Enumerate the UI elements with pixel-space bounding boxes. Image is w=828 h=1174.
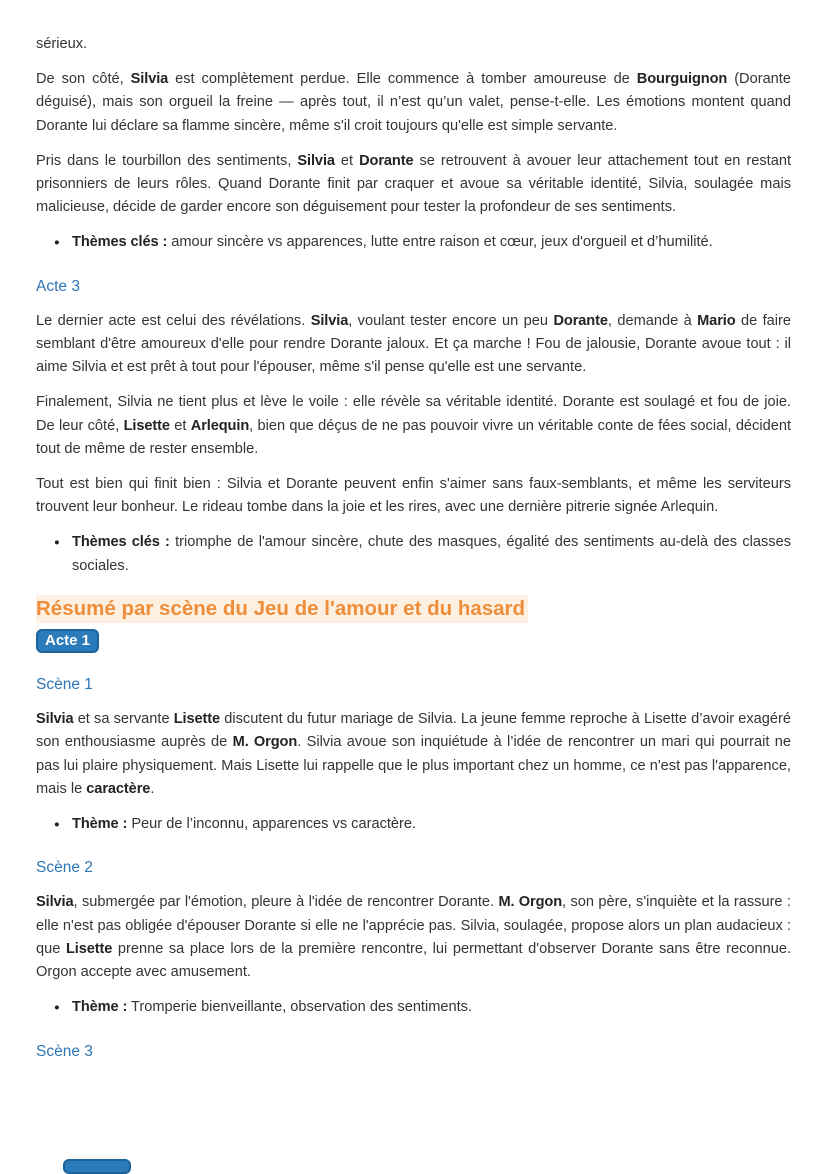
bold-text: Lisette: [123, 417, 170, 434]
bold-text: Thèmes clés :: [72, 234, 168, 251]
bold-text: Silvia: [130, 71, 169, 88]
bold-text: Lisette: [173, 711, 221, 728]
text-run: prenne sa place lors de la première rencontre, lui permettant d'observer Dorante sans être reconnue. Orgon accepte avec amusement.: [36, 940, 791, 981]
text-run: , demande à: [607, 312, 698, 329]
heading-acte-3: Acte 3: [36, 277, 80, 295]
heading-scene-3: Scène 3: [36, 1042, 93, 1060]
text-run: Peur de l’inconnu, apparences vs caractère.: [127, 816, 417, 833]
text-run: .: [150, 780, 155, 797]
text-run: , voulant tester encore un peu: [348, 312, 554, 329]
bold-text: Thème :: [72, 816, 128, 833]
text-run: De son côté,: [36, 71, 131, 88]
bullet-dot-icon: ●: [54, 237, 60, 249]
text-run: . Silvia avoue son inquiétude à l’idée de rencontrer un mari qui pourrait ne pas lui plaire physiquement. Mais Lisette lui rappelle que le plus important chez un homme, ce n'est pas l'apparence, mais le: [36, 734, 791, 797]
text-run: est complètement perdue. Elle commence à tomber amoureuse de: [168, 71, 637, 88]
bold-text: Dorante: [359, 152, 414, 169]
text-run: de faire semblant d'être amoureux d'elle pour rendre Dorante jaloux. Et ça marche ! Fou de jalousie, Dorante avoue tout : il aime Silvia et est prêt à tout pour l'épouser, même s'il pense qu'elle est une servante.: [36, 312, 791, 376]
badge-row: [36, 629, 791, 653]
text-run: et: [334, 152, 360, 169]
paragraph: [36, 310, 791, 380]
paragraph: [36, 473, 791, 519]
bold-text: Silvia: [310, 312, 349, 329]
text-run: , bien que déçus de ne pas pouvoir vivre un véritable conte de fées social, décident tout de même de rester ensemble.: [36, 417, 791, 457]
bold-text: Dorante: [553, 312, 608, 329]
text-run: sérieux.: [36, 36, 88, 52]
bold-text: caractère: [86, 780, 151, 797]
text-run: Le dernier acte est celui des révélations.: [36, 312, 311, 329]
bold-text: Thèmes clés :: [72, 534, 170, 551]
bold-text: Silvia: [36, 894, 74, 911]
text-run: et: [169, 417, 191, 434]
bold-text: Bourguignon: [636, 71, 728, 88]
clipped-acte-badge: [63, 1159, 131, 1174]
text-run: , son père, s'inquiète et la rassure : elle n'est pas obligée d'épouser Dorante si elle ne l'apprécie pas. Silvia, soulagée, propose alors un plan audacieux : que: [36, 894, 791, 957]
paragraph: [36, 891, 791, 984]
text-run: triomphe de l'amour sincère, chute des masques, égalité des sentiments au-delà des classes sociales.: [72, 534, 791, 574]
bullet-item: [36, 813, 791, 836]
bold-text: Thème :: [72, 999, 128, 1016]
text-run: discutent du futur mariage de Silvia. La jeune femme reproche à Lisette d’avoir exagéré son enthousiasme auprès de: [36, 711, 792, 751]
text-run: , submergée par l'émotion, pleure à l'idée de rencontrer Dorante.: [73, 894, 499, 911]
paragraph: [36, 391, 791, 461]
paragraph: [36, 33, 791, 56]
bullet-dot-icon: ●: [54, 819, 60, 831]
bullet-item: [36, 996, 791, 1019]
acte-badge: Acte 1: [36, 629, 99, 653]
heading-scene-1: Scène 1: [36, 676, 93, 694]
bold-text: Silvia: [36, 711, 74, 728]
bold-text: Lisette: [65, 940, 113, 957]
bold-text: Mario: [697, 312, 736, 329]
text-run: amour sincère vs apparences, lutte entre raison et cœur, jeux d'orgueil et d’humilité.: [167, 234, 713, 251]
text-run: (Dorante déguisé), mais son orgueil la freine — après tout, il n’est qu’un valet, pense-t-elle. Les émotions montent quand Dorante lui déclare sa flamme sincère, même s'il croit toujours qu'elle est simple servante.: [36, 71, 791, 134]
text-run: se retrouvent à avouer leur attachement tout en restant prisonniers de leurs rôles. Quand Dorante finit par craquer et avoue sa véritable identité, Silvia, soulagée mais malicieuse, décide de garder encore son déguisement pour tester la profondeur de ses sentiments.: [36, 152, 792, 216]
heading-scene-2: Scène 2: [36, 859, 93, 877]
bullet-item: [36, 231, 791, 254]
text-run: et sa servante: [73, 711, 174, 728]
bold-text: Arlequin: [190, 417, 250, 434]
text-run: Tout est bien qui finit bien : Silvia et Dorante peuvent enfin s'aimer sans faux-semblants, et même les serviteurs trouvent leur bonheur. Le rideau tombe dans la joie et les rires, avec une dernière pitrerie signée Arlequin.: [36, 476, 791, 516]
bullet-dot-icon: ●: [54, 1002, 60, 1014]
bold-text: M. Orgon: [498, 894, 563, 911]
text-run: Finalement, Silvia ne tient plus et lève le voile : elle révèle sa véritable identité. Dorante est soulagé et fou de joie. De leur côté,: [36, 394, 791, 434]
text-run: Tromperie bienveillante, observation des sentiments.: [127, 999, 473, 1016]
bullet-dot-icon: ●: [54, 537, 60, 549]
page-title: [36, 594, 791, 623]
text-run: Pris dans le tourbillon des sentiments,: [36, 152, 298, 169]
bold-text: M. Orgon: [232, 734, 298, 751]
paragraph: [36, 708, 791, 801]
bullet-item: [36, 531, 791, 577]
page-title-highlight: Résumé par scène du Jeu de l'amour et du hasard: [36, 595, 528, 623]
bold-text: Silvia: [297, 152, 335, 169]
paragraph: [36, 150, 791, 220]
paragraph: [36, 68, 791, 138]
